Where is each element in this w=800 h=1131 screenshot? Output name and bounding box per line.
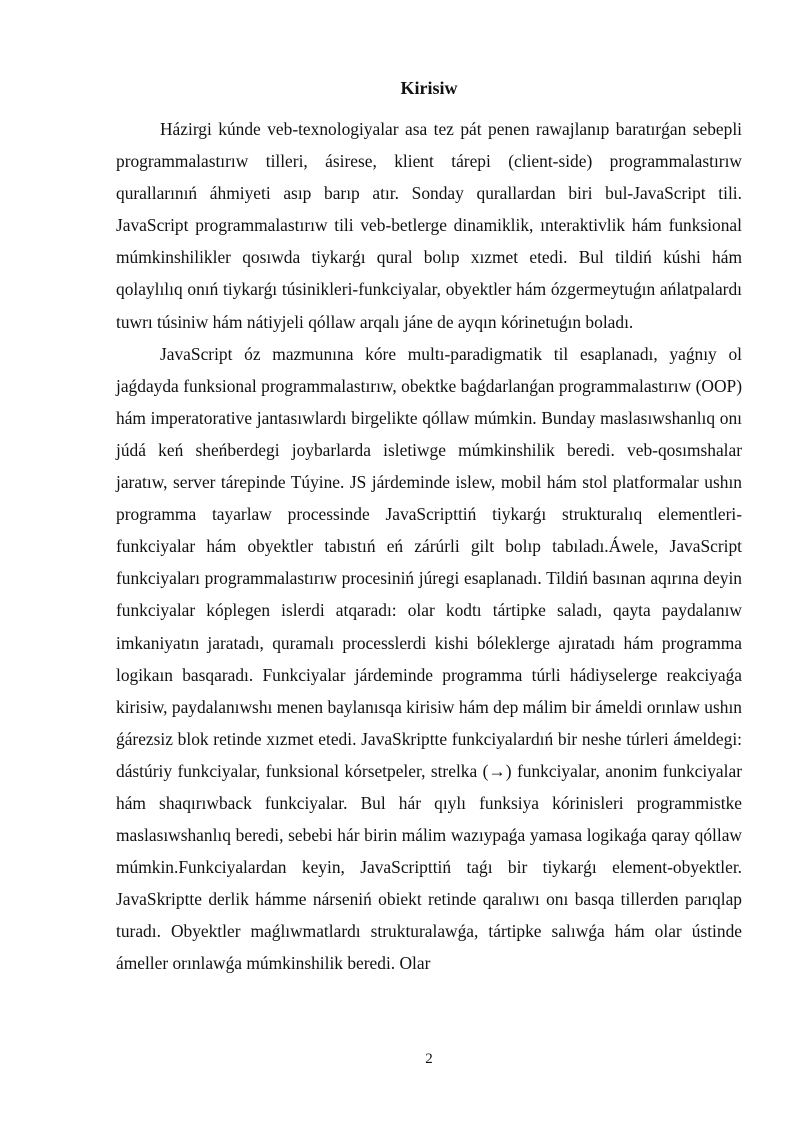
body-text — [116, 113, 742, 980]
paragraph-1: Házirgi kúnde veb-texnologiyalar asa tez pát penen rawajlanıp baratırǵan sebepli programmalastırıw tilleri, ásirese, klient tárepi (client-side) programmalastırıw qurallarınıń áhmiyeti asıp barıp atır. Sonday qurallardan biri bul-JavaScript tili. JavaScript programmalastırıw tili veb-betlerge dinamiklik, ınteraktivlik hám funksional múmkinshilikler qosıwda tiykarǵı qural bolıp xızmet etedi. Bul tildiń kúshi hám qolaylılıq onıń tiykarǵı túsinikleri-funkciyalar, obyektler hám ózgermeytuǵın ańlatpalardı tuwrı túsiniw hám nátiyjeli qóllaw arqalı jáne de ayqın kórinetuǵın boladı. — [116, 119, 742, 332]
page-title: Kirisiw — [400, 78, 458, 98]
paragraph-2: JavaScript óz mazmunına kóre multı-paradigmatik til esaplanadı, yaǵnıy ol jaǵdayda funksional programmalastırıw, obektke baǵdarlanǵan programmalastırıw (OOP) hám imperatorative jantasıwlardı birgelikte qóllaw múmkin. Bunday maslasıwshanlıq onı júdá keń sheńberdegi joybarlarda isletiwge múmkinshilik beredi. veb-qosımshalar jaratıw, server tárepinde Túyine. JS járdeminde islew, mobil hám stol platformalar ushın programma tayarlaw processinde JavaScripttiń tiykarǵı strukturalıq elementleri-funkciyalar hám obyektler tabıstıń eń zárúrli gilt bolıp tabıladı.Áwele, JavaScript funkciyaları programmalastırıw procesiniń júregi esaplanadı. Tildiń basınan aqırına deyin funkciyalar kóplegen islerdi atqaradı: olar kodtı tártipke saladı, qayta paydalanıw imkaniyatın jaratadı, quramalı processlerdi kishi bóleklerge ajıratadı hám programma logikaın basqaradı. Funkciyalar járdeminde programma túrli hádiyselerge reakciyaǵa kirisiw, paydalanıwshı menen baylanısqa kirisiw hám dep málim bir ámeldi orınlaw ushın ǵárezsiz blok retinde xızmet etedi. JavaSkriptte funkciyalardıń bir neshe túrleri ámeldegi: dástúriy funkciyalar, funksional kórsetpeler, strelka (→) funkciyalar, anonim funkciyalar hám shaqırıwback funkciyalar. Bul hár qıylı funksiya kórinisleri programmistke maslasıwshanlıq beredi, sebebi hár birin málim wazıypaǵa yamasa logikaǵa qaray qóllaw múmkin.Funkciyalardan keyin, JavaScripttiń taǵı bir tiykarǵı element-obyektler. JavaSkriptte derlik hámme nárseniń obiekt retinde qaralıwı onı basqa tillerden parıqlap turadı. Obyektler maǵlıwmatlardı strukturalawǵa, tártipke salıwǵa hám olar ústinde ámeller orınlawǵa múmkinshilik beredi. Olar — [116, 343, 742, 974]
page-number: 2 — [425, 1051, 433, 1067]
